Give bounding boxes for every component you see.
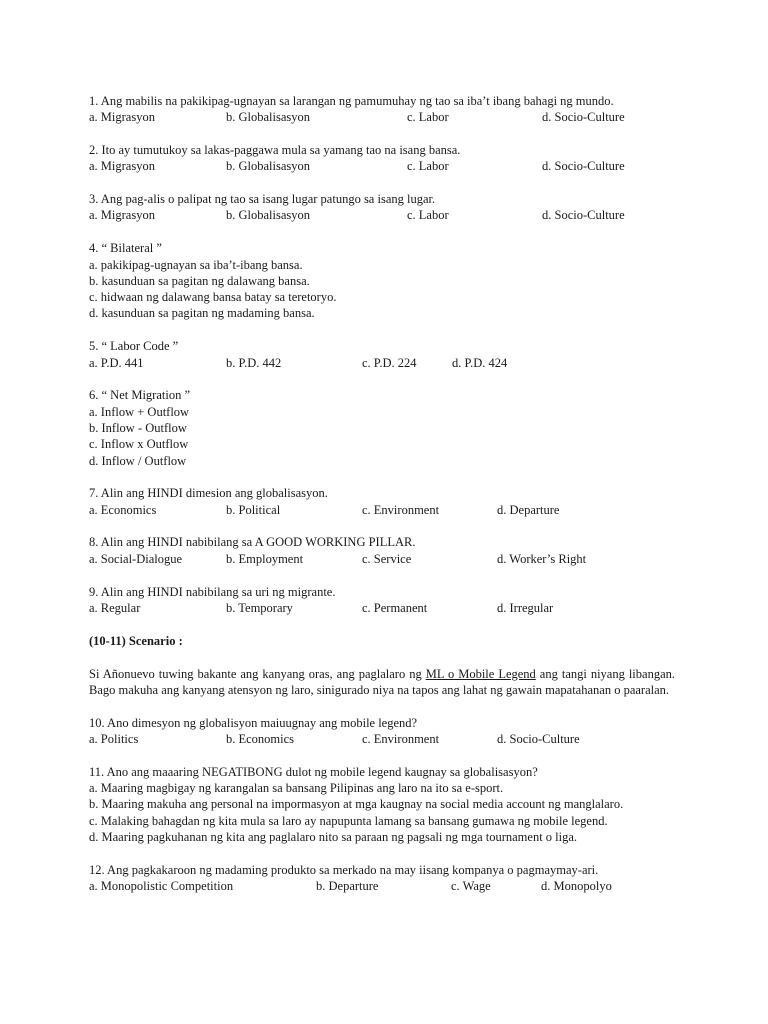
option-d: d. Worker’s Right <box>497 551 587 566</box>
option-c: c. Labor <box>407 208 449 223</box>
option-a: a. Social-Dialogue <box>89 551 183 566</box>
option-b: b. Globalisasyon <box>226 208 311 223</box>
scenario-paragraph <box>89 666 675 699</box>
option-b: b. kasunduan sa pagitan ng dalawang bansa. <box>89 273 310 288</box>
option-b: b. Departure <box>316 879 379 893</box>
option-c: c. Labor <box>407 159 449 174</box>
question-8 <box>89 534 675 567</box>
question-text: 8. Alin ang HINDI nabibilang sa A GOOD WORKING PILLAR. <box>89 535 416 550</box>
option-c: c. Service <box>362 551 412 566</box>
question-3 <box>89 191 675 224</box>
options-row <box>89 502 675 518</box>
option-b: b. P.D. 442 <box>226 355 282 370</box>
options-row <box>89 878 675 894</box>
options-row <box>89 207 675 223</box>
question-9 <box>89 584 675 617</box>
option-c: c. Environment <box>362 731 440 746</box>
option-d: d. Socio-Culture <box>542 159 625 174</box>
document-page <box>89 93 675 911</box>
options-row <box>89 551 675 567</box>
option-a: a. pakikipag-ugnayan sa iba’t-ibang bansa. <box>89 257 303 272</box>
option-d: d. Socio-Culture <box>542 110 625 125</box>
option-d: d. Inflow / Outflow <box>89 453 187 468</box>
question-text: 6. “ Net Migration ” <box>89 388 191 403</box>
option-b: b. Temporary <box>226 600 293 615</box>
question-text: 11. Ano ang maaaring NEGATIBONG dulot ng mobile legend kaugnay sa globalisasyon? <box>89 764 538 779</box>
option-c: c. Malaking bahagdan ng kita mula sa laro ay napupunta lamang sa bansang gumawa ng mobile legend. <box>89 813 608 828</box>
question-4 <box>89 240 675 321</box>
option-a: a. Migrasyon <box>89 208 155 223</box>
question-11 <box>89 764 675 845</box>
option-d: d. kasunduan sa pagitan ng madaming bansa. <box>89 306 315 321</box>
option-a: a. Inflow + Outflow <box>89 404 190 419</box>
question-10 <box>89 715 675 748</box>
option-c: c. hidwaan ng dalawang bansa batay sa teretoryo. <box>89 290 337 305</box>
option-d: d. Irregular <box>497 600 554 615</box>
option-a: a. Economics <box>89 502 157 517</box>
option-a: a. Migrasyon <box>89 159 155 174</box>
options-row <box>89 109 675 125</box>
question-text: 7. Alin ang HINDI dimesion ang globalisasyon. <box>89 486 328 501</box>
option-d: d. P.D. 424 <box>452 355 508 370</box>
question-text: 10. Ano dimesyon ng globalisyon maiuugnay ang mobile legend? <box>89 715 418 730</box>
option-b: b. Economics <box>226 731 295 746</box>
option-c: c. Inflow x Outflow <box>89 437 189 452</box>
option-b: b. Globalisasyon <box>226 159 311 174</box>
option-d: d. Monopolyo <box>541 879 612 893</box>
scenario-title: (10-11) Scenario : <box>89 633 183 648</box>
question-text: 2. Ito ay tumutukoy sa lakas-paggawa mula sa yamang tao na isang bansa. <box>89 143 461 158</box>
question-7 <box>89 485 675 518</box>
option-a: a. Monopolistic Competition <box>89 879 234 893</box>
question-text: 3. Ang pag-alis o palipat ng tao sa isang lugar patungo sa isang lugar. <box>89 192 436 207</box>
option-a: a. Politics <box>89 731 139 746</box>
options-row <box>89 600 675 616</box>
option-a: a. Migrasyon <box>89 110 155 125</box>
scenario-text-before: Si Añonuevo tuwing bakante ang kanyang oras, ang paglalaro ng <box>89 666 426 681</box>
question-text: 4. “ Bilateral ” <box>89 241 162 256</box>
question-2 <box>89 142 675 175</box>
option-b: b. Inflow - Outflow <box>89 420 187 435</box>
option-c: c. Labor <box>407 110 449 125</box>
question-12 <box>89 862 675 895</box>
option-c: c. Permanent <box>362 600 428 615</box>
option-a: a. P.D. 441 <box>89 355 144 370</box>
question-text: 1. Ang mabilis na pakikipag-ugnayan sa larangan ng pamumuhay ng tao sa iba’t ibang bahagi ng mundo. <box>89 94 614 108</box>
scenario-text-after: ang tangi niyang libangan. Bago makuha ang kanyang atensyon ng laro, sinigurado niya na tapos ang lahat ng gawain mapatahanan o paaralan. <box>89 666 676 698</box>
question-text: 5. “ Labor Code ” <box>89 339 179 354</box>
option-c: c. P.D. 224 <box>362 355 417 370</box>
option-b: b. Employment <box>226 551 304 566</box>
option-a: a. Regular <box>89 600 141 615</box>
question-text: 12. Ang pagkakaroon ng madaming produkto sa merkado na may iisang kompanya o pagmaymay-ari. <box>89 862 599 877</box>
option-b: b. Political <box>226 502 281 517</box>
option-c: c. Wage <box>451 879 491 893</box>
question-text: 9. Alin ang HINDI nabibilang sa uri ng migrante. <box>89 584 336 599</box>
option-c: c. Environment <box>362 502 440 517</box>
question-5 <box>89 338 675 371</box>
option-b: b. Globalisasyon <box>226 110 311 125</box>
options-row <box>89 355 675 371</box>
option-d: d. Socio-Culture <box>542 208 625 223</box>
options-row <box>89 731 675 747</box>
question-1 <box>89 93 675 126</box>
option-a: a. Maaring magbigay ng karangalan sa bansang Pilipinas ang laro na ito sa e-sport. <box>89 781 504 796</box>
option-d: d. Departure <box>497 502 560 517</box>
option-d: d. Maaring pagkuhanan ng kita ang paglalaro nito sa paraan ng pagsali ng mga tournament o liga. <box>89 829 578 844</box>
scenario-underlined-text: ML o Mobile Legend <box>425 666 536 681</box>
question-6 <box>89 387 675 468</box>
option-b: b. Maaring makuha ang personal na impormasyon at mga kaugnay na social media account ng manglalaro. <box>89 797 624 812</box>
options-row <box>89 158 675 174</box>
option-d: d. Socio-Culture <box>497 731 580 746</box>
